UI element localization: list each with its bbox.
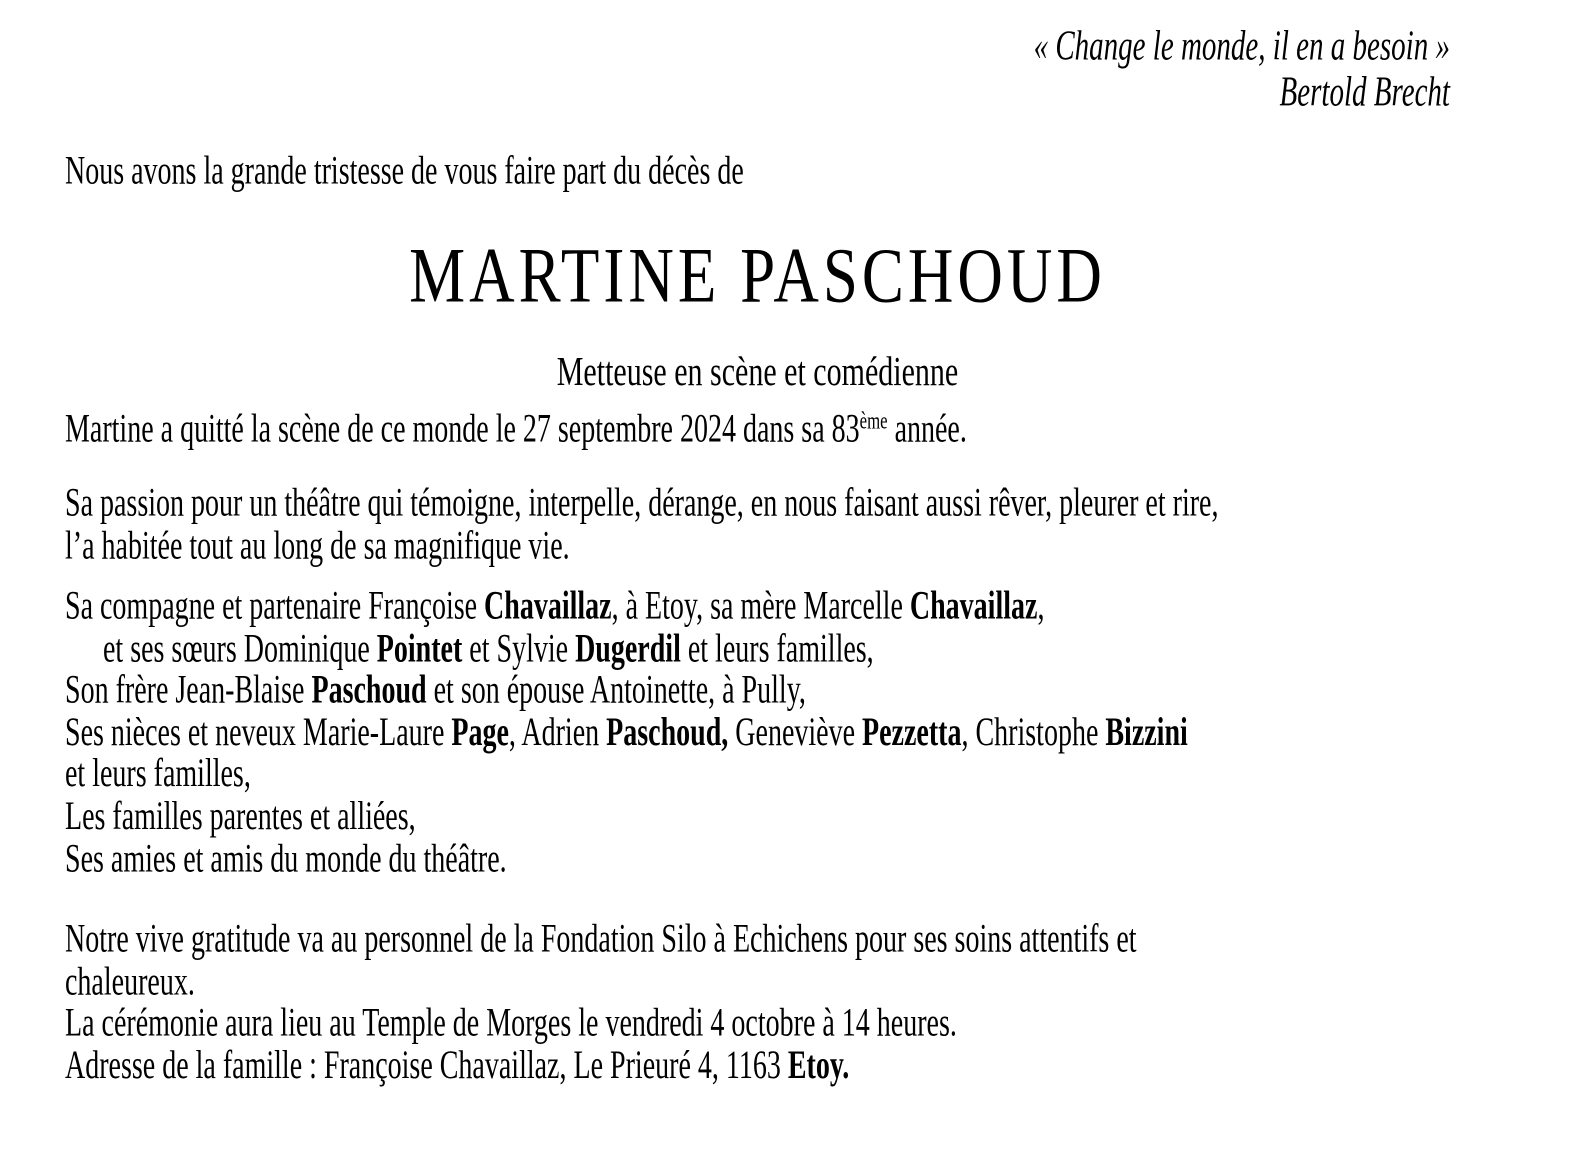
text-segment: Sa passion pour un théâtre qui témoigne, interpelle, dérange, en nous faisant aussi rêver, pleurer et rire, [65, 481, 1219, 526]
quote-author: Bertold Brecht [1279, 69, 1450, 116]
bold-name: Pointet [376, 626, 463, 671]
text-line [65, 670, 1455, 712]
quote-block [65, 23, 1450, 116]
bold-name: Page [451, 710, 509, 755]
text-line [65, 1003, 1455, 1045]
bold-name: Dugerdil [575, 626, 681, 671]
text-segment: Son frère Jean-Blaise [65, 668, 312, 713]
text-segment: Ses amies et amis du monde du théâtre. [65, 836, 507, 881]
text-segment: , Adrien [508, 710, 607, 755]
text-line [65, 919, 1455, 961]
text-segment: , à Etoy, sa mère Marcelle [611, 584, 910, 629]
bold-name: Pezzetta [862, 710, 962, 755]
death-notice-line [65, 409, 1455, 451]
text-segment: l’a habitée tout au long de sa magnifique vie. [65, 523, 570, 568]
bold-name: Bizzini [1105, 710, 1188, 755]
text-line [65, 712, 1455, 754]
text-segment: Martine a quitté la scène de ce monde le 27 septembre 2024 dans sa 83 [65, 407, 860, 452]
bold-name: Etoy. [787, 1043, 850, 1088]
text-line [65, 796, 1455, 838]
text-segment: et Sylvie [462, 626, 576, 671]
text-segment: chaleureux. [65, 959, 195, 1004]
text-segment: et ses sœurs Dominique [103, 626, 377, 671]
text-segment: Les familles parentes et alliées, [65, 794, 416, 839]
bold-name: Chavaillaz [909, 584, 1038, 629]
text-segment: Geneviève [728, 710, 863, 755]
text-segment: et son épouse Antoinette, à Pully, [426, 668, 806, 713]
intro-line: Nous avons la grande tristesse de vous faire part du décès de [65, 149, 744, 194]
text-line [65, 628, 1455, 670]
text-segment: Notre vive gratitude va au personnel de la Fondation Silo à Echichens pour ses soins attentifs et [65, 917, 1137, 962]
quote-text: « Change le monde, il en a besoin » [1033, 23, 1450, 70]
text-segment: Ses nièces et neveux Marie-Laure [65, 710, 452, 755]
text-line [65, 754, 1455, 796]
bold-name: Chavaillaz [484, 584, 612, 629]
text-line [65, 586, 1455, 628]
text-line [65, 483, 1455, 525]
text-line [65, 525, 1455, 567]
text-segment: Adresse de la famille : Françoise Chavaillaz, Le Prieuré 4, 1163 [65, 1043, 788, 1088]
text-segment: année. [887, 407, 967, 452]
closing-paragraphs [65, 919, 1455, 1087]
text-segment: et leurs familles, [65, 752, 251, 797]
text-segment: ème [859, 407, 888, 435]
profession-subtitle: Metteuse en scène et comédienne [556, 349, 959, 395]
family-list [65, 586, 1455, 880]
text-segment: Sa compagne et partenaire Françoise [65, 584, 485, 629]
bold-name: Paschoud, [606, 710, 729, 755]
bold-name: Paschoud [311, 668, 427, 713]
text-segment: , Christophe [961, 710, 1106, 755]
text-segment: et leurs familles, [680, 626, 874, 671]
deceased-name: MARTINE PASCHOUD [409, 231, 1106, 319]
text-line [65, 838, 1455, 880]
text-segment: , [1037, 584, 1045, 629]
passion-paragraph [65, 483, 1455, 567]
text-line [65, 1045, 1455, 1087]
text-segment: La cérémonie aura lieu au Temple de Morges le vendredi 4 octobre à 14 heures. [65, 1001, 957, 1046]
text-line [65, 961, 1455, 1003]
